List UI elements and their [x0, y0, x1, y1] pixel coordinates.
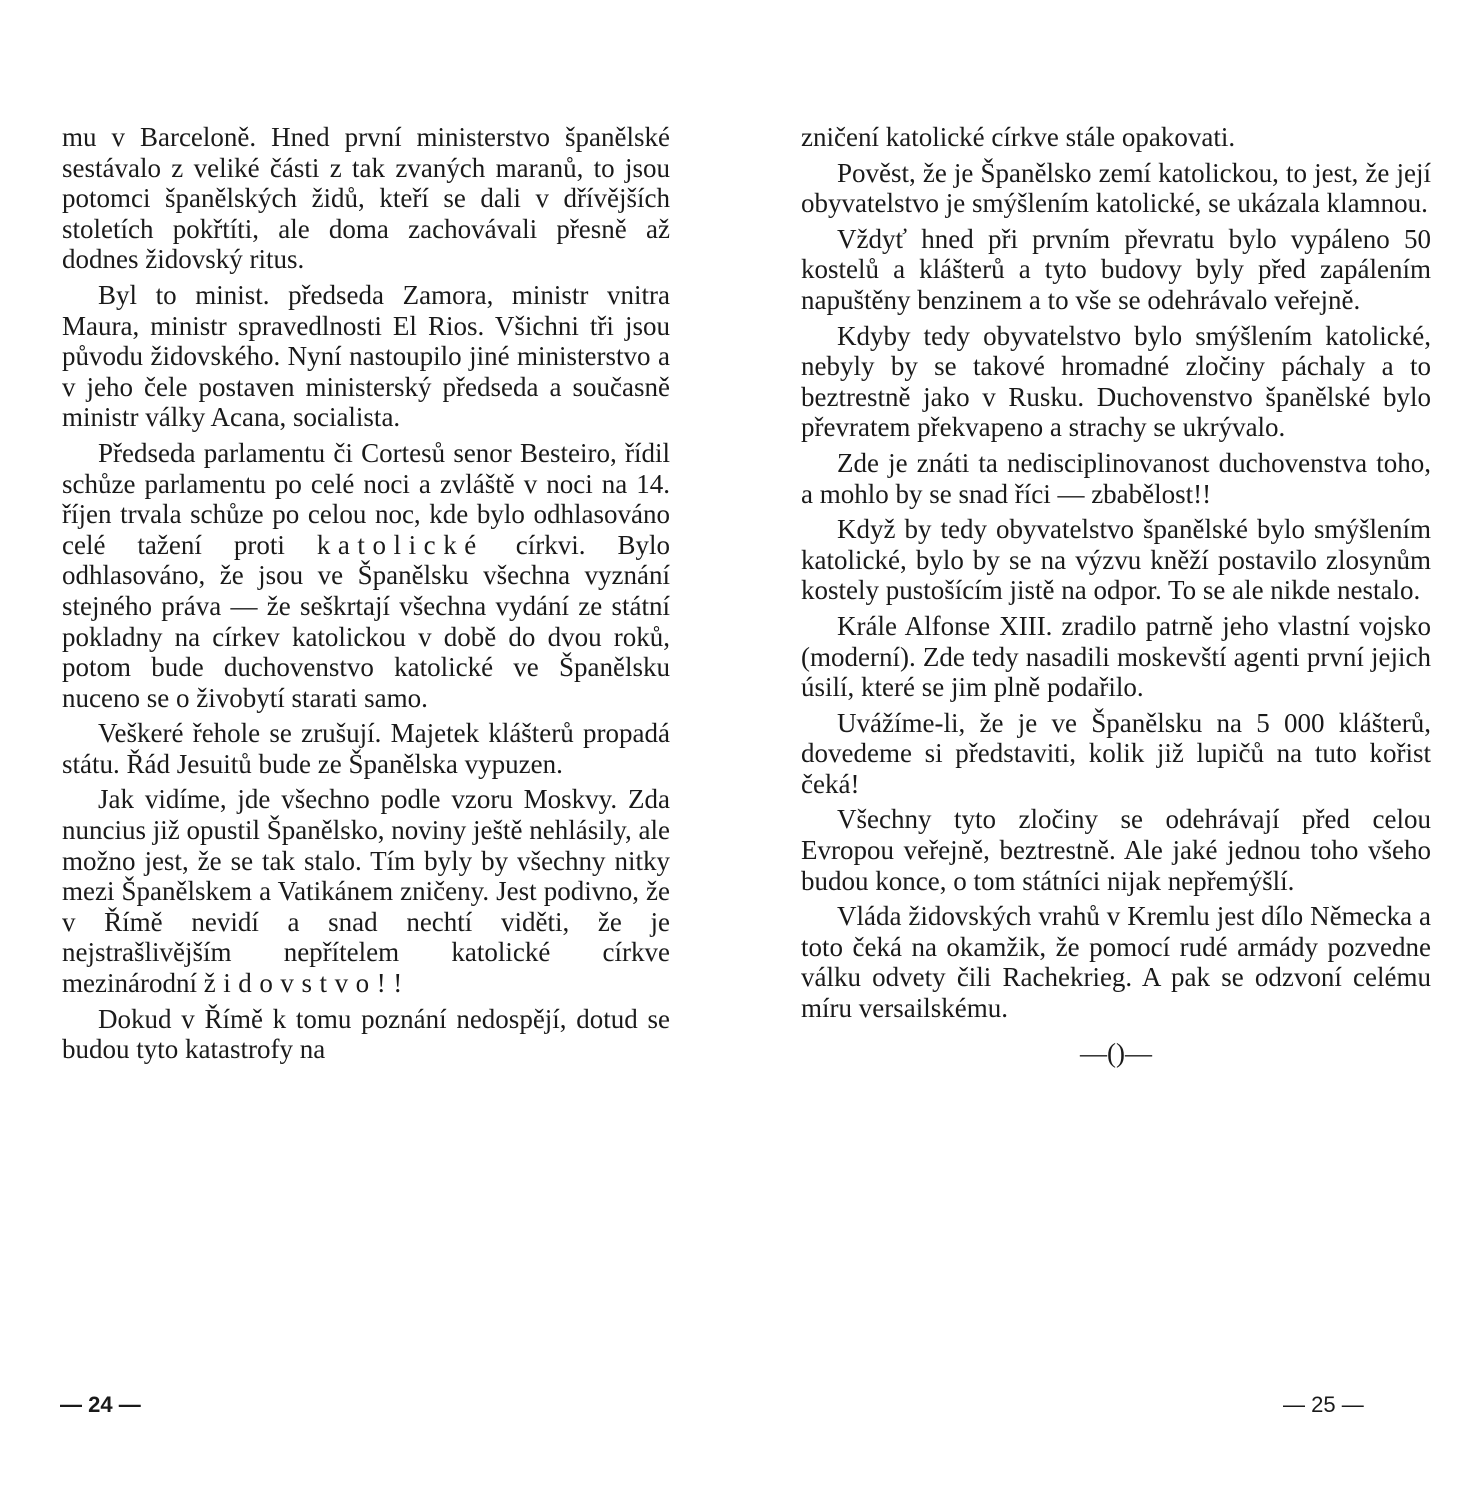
paragraph: mu v Barceloně. Hned první ministerstvo španělské sestávalo z veliké části z tak zvaných maranů, to jsou potomci španělských židů, kteří se dali v dřívějších stoletích pokřtíti, ale doma zachovávali přesně až dodnes židovský ritus. — [62, 122, 670, 275]
paragraph-text: církvi. Bylo odhlasováno, že jsou ve Španělsku všechna vyznání stejného práva — že seškrtají všechna vydání ze státní pokladny na církev katolickou v době do dvou roků, potom bude duchovenstvo katolické ve Španělsku nuceno se o živobytí starati samo. — [62, 529, 670, 713]
left-text-column — [62, 122, 670, 1070]
paragraph: Uvážíme-li, že je ve Španělsku na 5 000 klášterů, dovedeme si představiti, kolik již lupičů na tuto kořist čeká! — [801, 707, 1431, 799]
section-separator: —()— — [1080, 1037, 1152, 1068]
page-number: — 24 — — [60, 1392, 141, 1417]
paragraph-text: Jak vidíme, jde všechno podle vzoru Moskvy. Zda nuncius již opustil Španělsko, noviny ještě nehlásily, ale možno jest, že se tak stalo. Tím byly by všechny nitky mezi Španělskem a Vatikánem zničeny. Jest podivno, že v Římě nevidí a snad nechtí viděti, že je nejstrašlivějším nepřítelem katolické církve mezinárodní — [62, 784, 670, 999]
paragraph: Byl to minist. předseda Zamora, ministr vnitra Maura, ministr spravedlnosti El Rios. Všichni tři jsou původu židovského. Nyní nastoupilo jiné ministerstvo a v jeho čele postaven ministerský předseda a současně ministr války Acana, socialista. — [62, 279, 670, 433]
paragraph: Vláda židovských vrahů v Kremlu jest dílo Německa a toto čeká na okamžik, že pomocí rudé armády pozvedne válku odvety čili Rachekrieg. A pak se odzvoní celému míru versailskému. — [801, 901, 1431, 1024]
paragraph: Když by tedy obyvatelstvo španělské bylo smýšlením katolické, bylo by se na výzvu kněží postavilo zlosynům kostely pustošícím jistě na odpor. To se ale nikde nestalo. — [801, 514, 1431, 606]
paragraph — [62, 784, 670, 998]
spaced-emphasis: katolické — [316, 529, 484, 560]
right-text-column — [801, 122, 1431, 1068]
paragraph: Zde je znáti ta nedisciplinovanost duchovenstva toho, a mohlo by se snad říci — zbabělost!! — [801, 447, 1431, 509]
paragraph: Krále Alfonse XIII. zradilo patrně jeho vlastní vojsko (moderní). Zde tedy nasadili moskevští agenti první jejich úsilí, které se jim plně podařilo. — [801, 610, 1431, 703]
spaced-emphasis: židovstvo!! — [203, 968, 410, 999]
paragraph: Vždyť hned při prvním převratu bylo vypáleno 50 kostelů a klášterů a tyto budovy byly před zapálením napuštěny benzinem a to vše se odehrávalo veřejně. — [801, 223, 1431, 315]
right-page — [731, 0, 1462, 1501]
paragraph-text: Předseda parlamentu či Cortesů senor Besteiro, řídil schůze parlamentu po celé noci a zvláště v noci na 14. říjen trvala schůze po celou noc, kde bylo odhlasováno celé tažení proti — [62, 437, 670, 560]
paragraph: Všechny tyto zločiny se odehrávají před celou Evropou veřejně, beztrestně. Ale jaké jednou toho všeho budou konce, o tom státníci nijak nepřemýšlí. — [801, 804, 1431, 896]
page-number: — 25 — — [1283, 1392, 1364, 1417]
paragraph: zničení katolické církve stále opakovati. — [801, 122, 1236, 152]
paragraph: Kdyby tedy obyvatelstvo bylo smýšlením katolické, nebyly by se takové hromadné zločiny páchaly a to beztrestně jako v Rusku. Duchovenstvo španělské bylo převratem překvapeno a strachy se ukrývalo. — [801, 320, 1431, 443]
paragraph: Pověst, že je Španělsko zemí katolickou, to jest, že její obyvatelstvo je smýšlením katolické, se ukázala klamnou. — [801, 157, 1431, 219]
paragraph — [62, 438, 670, 713]
paragraph: Dokud v Římě k tomu poznání nedospějí, dotud se budou tyto katastrofy na — [62, 1003, 670, 1065]
paragraph: Veškeré řehole se zrušují. Majetek klášterů propadá státu. Řád Jesuitů bude ze Španělska vypuzen. — [62, 718, 670, 779]
